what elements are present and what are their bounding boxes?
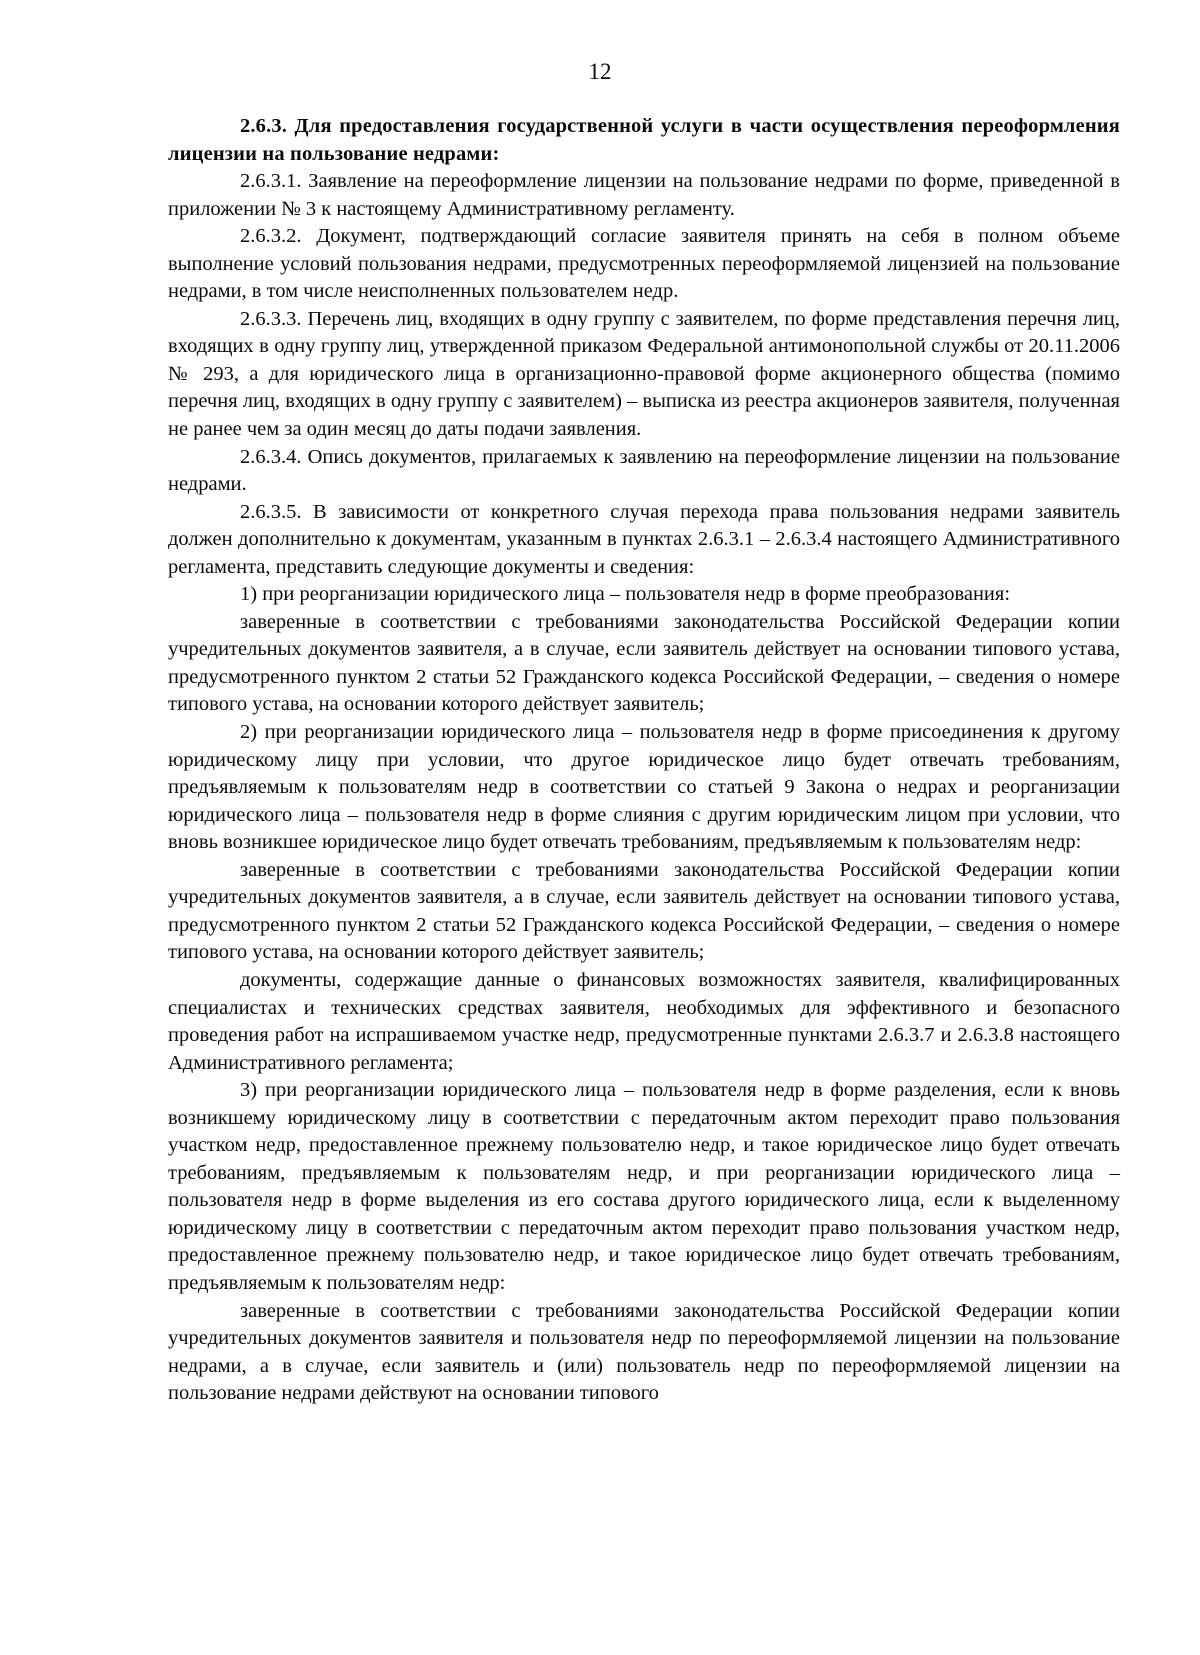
section-heading-2-6-3: 2.6.3. Для предоставления государственной услуги в части осуществления переоформления лицензии на пользование недрами: <box>168 115 1120 165</box>
paragraph: документы, содержащие данные о финансовых возможностях заявителя, квалифицированных специалистах и технических средствах заявителя, необходимых для эффективного и безопасного проведения работ на испрашиваемом участке недр, предусмотренные пунктами 2.6.3.7 и 2.6.3.8 настоящего Административного регламента; <box>168 968 1120 1074</box>
paragraph-2-6-3-3: 2.6.3.3. Перечень лиц, входящих в одну группу с заявителем, по форме представления перечня лиц, входящих в одну группу лиц, утвержденной приказом Федеральной антимонопольной службы от 20.11.2006 № 293, а для юридического лица в организационно-правовой форме акционерного общества (помимо перечня лиц, входящих в одну группу с заявителем) – выписка из реестра акционеров заявителя, полученная не ранее чем за один месяц до даты подачи заявления. <box>168 307 1120 441</box>
paragraph: заверенные в соответствии с требованиями законодательства Российской Федерации копии учредительных документов заявителя, а в случае, если заявитель действует на основании типового устава, предусмотренного пунктом 2 статьи 52 Гражданского кодекса Российской Федерации, – сведения о номере типового устава, на основании которого действует заявитель; <box>168 858 1120 964</box>
paragraph-2-6-3-5: 2.6.3.5. В зависимости от конкретного случая перехода права пользования недрами заявитель должен дополнительно к документам, указанным в пунктах 2.6.3.1 – 2.6.3.4 настоящего Административного регламента, представить следующие документы и сведения: <box>168 500 1120 578</box>
paragraph-2-6-3-2: 2.6.3.2. Документ, подтверждающий согласие заявителя принять на себя в полном объеме выполнение условий пользования недрами, предусмотренных переоформляемой лицензией на пользование недрами, в том числе неисполненных пользователем недр. <box>168 225 1120 303</box>
document-body <box>168 113 1120 1408</box>
paragraph: заверенные в соответствии с требованиями законодательства Российской Федерации копии учредительных документов заявителя, а в случае, если заявитель действует на основании типового устава, предусмотренного пунктом 2 статьи 52 Гражданского кодекса Российской Федерации, – сведения о номере типового устава, на основании которого действует заявитель; <box>168 610 1120 716</box>
paragraph: заверенные в соответствии с требованиями законодательства Российской Федерации копии учредительных документов заявителя и пользователя недр по переоформляемой лицензии на пользование недрами, а в случае, если заявитель и (или) пользователь недр по переоформляемой лицензии на пользование недрами действуют на основании типового <box>168 1299 1120 1405</box>
page-number: 12 <box>588 59 612 84</box>
list-item-3: 3) при реорганизации юридического лица – пользователя недр в форме разделения, если к вновь возникшему юридическому лицу в соответствии с передаточным актом переходит право пользования участком недр, предоставленное прежнему пользователю недр, и такое юридическое лицо будет отвечать требованиям, предъявляемым к пользователям недр, и при реорганизации юридического лица – пользователя недр в форме выделения из его состава другого юридического лица, если к выделенному юридическому лицу в соответствии с передаточным актом переходит право пользования участком недр, предоставленное прежнему пользователю недр, и такое юридическое лицо будет отвечать требованиям, предъявляемым к пользователям недр: <box>168 1079 1120 1294</box>
list-item-1: 1) при реорганизации юридического лица – пользователя недр в форме преобразования: <box>240 583 1011 606</box>
paragraph-2-6-3-1: 2.6.3.1. Заявление на переоформление лицензии на пользование недрами по форме, приведенной в приложении № 3 к настоящему Административному регламенту. <box>168 170 1120 220</box>
paragraph-2-6-3-4: 2.6.3.4. Опись документов, прилагаемых к заявлению на переоформление лицензии на пользование недрами. <box>168 445 1120 496</box>
list-item-2: 2) при реорганизации юридического лица – пользователя недр в форме присоединения к другому юридическому лицу при условии, что другое юридическое лицо будет отвечать требованиям, предъявляемым к пользователям недр в соответствии со статьей 9 Закона о недрах и реорганизации юридического лица – пользователя недр в форме слияния с другим юридическим лицом при условии, что вновь возникшее юридическое лицо будет отвечать требованиям, предъявляемым к пользователям недр: <box>168 721 1120 854</box>
